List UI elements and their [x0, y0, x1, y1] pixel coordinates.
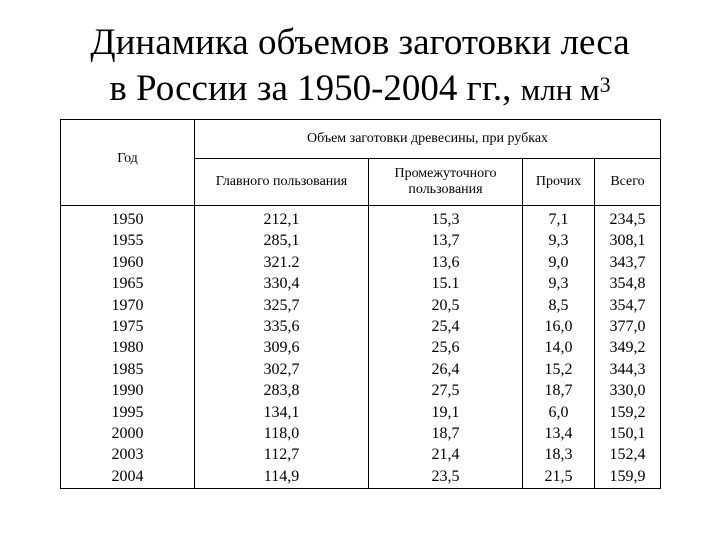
year-cell: 1995 — [111, 403, 144, 421]
table-body-row — [61, 206, 661, 489]
other-cell: 6,0 — [548, 403, 569, 421]
title-line-1: Динамика объемов заготовки леса — [90, 22, 630, 63]
total-cell: 234,5 — [609, 211, 646, 228]
total-cell: 354,8 — [609, 275, 646, 293]
year-cell: 1985 — [111, 360, 144, 378]
main-use-column — [195, 206, 369, 489]
other-column — [523, 206, 595, 489]
main-use-column-header: Главного пользования — [195, 159, 369, 206]
timber-harvest-table — [60, 119, 661, 489]
main-use-cell: 114,9 — [263, 467, 300, 485]
total-cell: 150,1 — [609, 424, 646, 442]
intermediate-use-cell: 23,5 — [431, 467, 460, 485]
year-column — [61, 206, 195, 489]
total-cell: 349,2 — [609, 339, 646, 357]
intermediate-use-cell: 18,7 — [431, 424, 460, 442]
intermediate-use-cell: 25,6 — [431, 339, 460, 357]
total-cell: 159,2 — [609, 403, 646, 421]
year-cell: 1960 — [111, 253, 144, 271]
intermediate-use-cell: 26,4 — [431, 360, 460, 378]
year-cell: 1965 — [111, 275, 144, 293]
total-cell: 159,9 — [609, 467, 646, 485]
year-cell: 1990 — [111, 382, 144, 400]
main-use-cell: 134,1 — [263, 403, 300, 421]
intermediate-use-cell: 25,4 — [431, 317, 460, 335]
total-cell: 308,1 — [609, 232, 646, 250]
main-use-cell: 283,8 — [263, 382, 300, 400]
other-cell: 18,7 — [544, 382, 573, 400]
intermediate-use-cell: 19,1 — [431, 403, 460, 421]
other-cell: 15,2 — [544, 360, 573, 378]
year-cell: 2003 — [111, 446, 144, 464]
other-cell: 9,3 — [548, 232, 569, 250]
total-column — [595, 206, 661, 489]
other-cell: 7,1 — [548, 211, 569, 228]
main-use-cell: 285,1 — [263, 232, 300, 250]
other-cell: 14,0 — [544, 339, 573, 357]
title-unit: млн м — [520, 72, 600, 107]
group-header: Объем заготовки древесины, при рубках — [195, 120, 661, 159]
other-cell: 8,5 — [548, 296, 569, 314]
intermediate-use-cell: 21,4 — [431, 446, 460, 464]
year-cell: 1970 — [111, 296, 144, 314]
total-cell: 344,3 — [609, 360, 646, 378]
intermediate-use-column — [369, 206, 523, 489]
main-use-cell: 112,7 — [263, 446, 300, 464]
total-cell: 343,7 — [609, 253, 646, 271]
intermediate-use-column-header: Промежуточного пользования — [369, 159, 523, 206]
year-cell: 1950 — [111, 211, 144, 228]
main-use-cell: 302,7 — [263, 360, 300, 378]
other-cell: 9,3 — [548, 275, 569, 293]
intermediate-use-cell: 15,3 — [431, 211, 460, 228]
other-cell: 13,4 — [544, 424, 573, 442]
total-cell: 377,0 — [609, 317, 646, 335]
intermediate-use-cell: 15.1 — [431, 275, 460, 293]
other-cell: 16,0 — [544, 317, 573, 335]
title-line-2 — [0, 66, 720, 113]
intermediate-use-cell: 13,6 — [431, 253, 460, 271]
year-cell: 1980 — [111, 339, 144, 357]
year-column-header: Год — [61, 120, 195, 206]
title-line-2-text: в России за 1950-2004 гг., — [109, 68, 512, 109]
main-use-cell: 335,6 — [263, 317, 300, 335]
main-use-cell: 321.2 — [263, 253, 300, 271]
total-cell: 354,7 — [609, 296, 646, 314]
other-cell: 21,5 — [544, 467, 573, 485]
total-cell: 330,0 — [609, 382, 646, 400]
header-row-1 — [61, 120, 661, 159]
other-column-header: Прочих — [523, 159, 595, 206]
year-cell: 2004 — [111, 467, 144, 485]
intermediate-use-cell: 13,7 — [431, 232, 460, 250]
main-use-cell: 309,6 — [263, 339, 300, 357]
main-use-cell: 118,0 — [263, 424, 300, 442]
intermediate-use-cell: 27,5 — [431, 382, 460, 400]
total-cell: 152,4 — [609, 446, 646, 464]
page-title — [0, 20, 720, 113]
title-unit-superscript: 3 — [599, 72, 611, 97]
other-cell: 9,0 — [548, 253, 569, 271]
main-use-cell: 325,7 — [263, 296, 300, 314]
total-column-header: Всего — [595, 159, 661, 206]
main-use-cell: 330,4 — [263, 275, 300, 293]
year-cell: 2000 — [111, 424, 144, 442]
year-cell: 1975 — [111, 317, 144, 335]
main-use-cell: 212,1 — [263, 211, 300, 228]
intermediate-use-cell: 20,5 — [431, 296, 460, 314]
other-cell: 18,3 — [544, 446, 573, 464]
year-cell: 1955 — [111, 232, 144, 250]
